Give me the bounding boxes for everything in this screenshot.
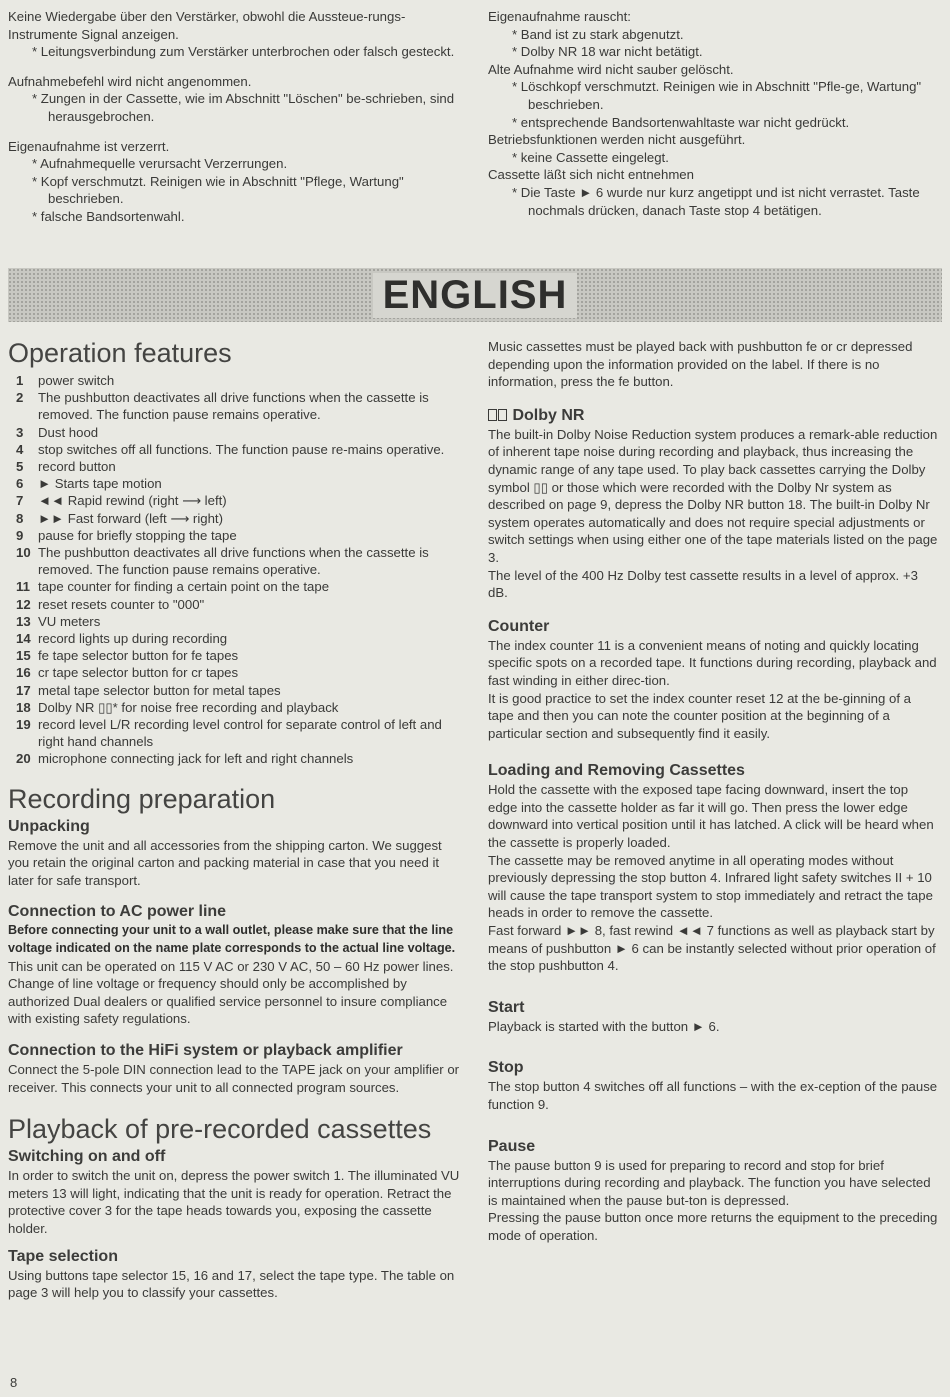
loading-text-1: Hold the cassette with the exposed tape facing downward, insert the top edge into the cassette holder as far it will go. Then press the lower edge downward into vertical position until it has latched. A click will be heard when the cassette is properly loaded. xyxy=(488,782,934,851)
feature-number: 20 xyxy=(16,751,31,767)
operation-features-title: Operation features xyxy=(8,338,232,368)
ac-power-heading: Connection to AC power line xyxy=(8,903,227,921)
stop-text: The stop button 4 switches off all functions – with the ex-ception of the pause function 9. xyxy=(488,1079,938,1112)
feature-text: microphone connecting jack for left and right channels xyxy=(38,751,354,767)
feature-text: tape counter for finding a certain point on the tape xyxy=(38,579,330,595)
feature-text: pause for briefly stopping the tape xyxy=(38,527,237,543)
feature-item xyxy=(8,578,460,595)
pause-heading: Pause xyxy=(488,1137,536,1155)
feature-item xyxy=(8,458,460,475)
feature-number: 9 xyxy=(16,527,24,543)
music-cassettes-text: Music cassettes must be played back with pushbutton fe or cr depressed depending upon the information provided on the label. If there is no information, press the fe button. xyxy=(488,339,913,390)
feature-number: 10 xyxy=(16,545,31,561)
problem-statement: Alte Aufnahme wird nicht sauber gelöscht. xyxy=(488,61,734,77)
feature-item xyxy=(8,613,460,630)
feature-number: 4 xyxy=(16,441,24,457)
pause-text-1: The pause button 9 is used for preparing to record and stop for brief interruptions during recording and playback. The function you have selected is maintained when the pause but-ton is depressed. xyxy=(488,1157,931,1208)
dolby-symbol-icon xyxy=(498,409,507,421)
start-heading: Start xyxy=(488,998,525,1016)
feature-item xyxy=(8,544,460,578)
bullet-item: * entsprechende Bandsortenwahltaste war nicht gedrückt. xyxy=(512,114,850,130)
feature-text: reset resets counter to "000" xyxy=(38,596,205,612)
feature-text: VU meters xyxy=(38,613,101,629)
tape-selection-heading: Tape selection xyxy=(8,1247,118,1265)
feature-number: 3 xyxy=(16,424,24,440)
loading-heading: Loading and Removing Cassettes xyxy=(488,762,745,780)
dolby-heading xyxy=(488,405,938,426)
hifi-text: Connect the 5-pole DIN connection lead to the TAPE jack on your amplifier or receiver. This connects your unit to all connected program sources. xyxy=(8,1062,460,1095)
counter-text-1: The index counter 11 is a convenient means of noting and quickly locating specific spots on a recorded tape. It functions during recording, playback and fast winding in either direc-tion. xyxy=(488,637,937,688)
feature-text: ► Starts tape motion xyxy=(38,476,162,492)
switching-heading: Switching on and off xyxy=(8,1148,166,1166)
loading-text-2: The cassette may be removed anytime in all operating modes without previously depressing the stop button 4. Infrared light safety switches II + 10 will cause the tape transport system to stop immediately and retract the tape heads in order to remove the cassette. xyxy=(488,852,933,921)
problem-statement: Eigenaufnahme ist verzerrt. xyxy=(8,138,170,154)
bullet-item: * Dolby NR 18 war nicht betätigt. xyxy=(512,44,703,60)
feature-text: The pushbutton deactivates all drive functions when the cassette is removed. The function pause remains operative. xyxy=(38,545,429,578)
problem-statement: Eigenaufnahme rauscht: xyxy=(488,9,631,24)
start-text: Playback is started with the button ► 6. xyxy=(488,1018,720,1034)
problem-statement: Cassette läßt sich nicht entnehmen xyxy=(488,167,694,183)
loading-text-3: Fast forward ►► 8, fast rewind ◄◄ 7 functions as well as playback start by means of pushbutton ► 6 can be instantly selected without prior operation of the stop pushbutton 4. xyxy=(488,923,936,974)
counter-text-2: It is good practice to set the index counter reset 12 at the be-ginning of a tape and then you can note the counter position at the beginning of a particular section and subsequently find it easily. xyxy=(488,690,911,741)
feature-item xyxy=(8,699,460,716)
feature-number: 2 xyxy=(16,390,24,406)
feature-number: 13 xyxy=(16,613,31,629)
feature-number: 7 xyxy=(16,493,24,509)
feature-text: power switch xyxy=(38,373,115,388)
feature-text: ►► Fast forward (left ⟶ right) xyxy=(38,510,223,526)
feature-item xyxy=(8,527,460,544)
hifi-heading: Connection to the HiFi system or playback amplifier xyxy=(8,1042,403,1060)
feature-text: fe tape selector button for fe tapes xyxy=(38,648,239,664)
unpacking-heading: Unpacking xyxy=(8,817,90,835)
feature-item xyxy=(8,475,460,492)
pause-text-2: Pressing the pause button once more returns the equipment to the preceding mode of operation. xyxy=(488,1210,938,1243)
dolby-heading-text: Dolby NR xyxy=(512,406,585,424)
recording-preparation-title: Recording preparation xyxy=(8,783,276,814)
feature-item xyxy=(8,389,460,423)
feature-number: 19 xyxy=(16,717,31,733)
feature-number: 5 xyxy=(16,459,24,475)
feature-text: cr tape selector button for cr tapes xyxy=(38,665,239,681)
feature-text: metal tape selector button for metal tapes xyxy=(38,682,281,698)
feature-number: 8 xyxy=(16,510,24,526)
tape-selection-text: Using buttons tape selector 15, 16 and 17, select the tape type. The table on page 3 will help you to classify your cassettes. xyxy=(8,1267,455,1301)
feature-number: 15 xyxy=(16,648,31,664)
feature-text: record level L/R recording level control for separate control of left and right hand channels xyxy=(38,717,442,750)
feature-number: 12 xyxy=(16,596,31,612)
feature-text: The pushbutton deactivates all drive functions when the cassette is removed. The function pause remains operative. xyxy=(38,390,429,423)
spacer xyxy=(8,126,458,138)
bullet-item: * falsche Bandsortenwahl. xyxy=(32,208,185,224)
page-number: 8 xyxy=(10,1375,18,1390)
feature-text: record button xyxy=(38,459,116,475)
bullet-item: * Zungen in der Cassette, wie im Abschnitt "Löschen" be-schrieben, sind herausgebrochen. xyxy=(32,91,455,124)
feature-text: Dust hood xyxy=(38,424,99,440)
feature-item xyxy=(8,647,460,664)
ac-power-warning: Before connecting your unit to a wall outlet, please make sure that the line voltage indicated on the name plate corresponds to the actual line voltage. xyxy=(8,923,456,956)
banner-title: ENGLISH xyxy=(373,273,578,318)
german-troubleshooting-left xyxy=(8,8,458,226)
bullet-item: * Löschkopf verschmutzt. Reinigen wie in Abschnitt "Pfle-ge, Wartung" beschrieben. xyxy=(512,79,922,112)
counter-heading: Counter xyxy=(488,617,550,635)
feature-item xyxy=(8,664,460,681)
feature-item xyxy=(8,750,460,767)
feature-item xyxy=(8,492,460,509)
right-column xyxy=(488,338,938,1245)
feature-item xyxy=(8,424,460,441)
feature-item xyxy=(8,510,460,527)
feature-number: 11 xyxy=(16,579,30,595)
feature-item xyxy=(8,682,460,699)
feature-text: record lights up during recording xyxy=(38,631,228,647)
spacer xyxy=(8,61,458,73)
problem-statement: Keine Wiedergabe über den Verstärker, obwohl die Aussteue-rungs-Instrumente Signal anzeigen. xyxy=(8,9,406,42)
feature-text: Dolby NR ▯▯* for noise free recording and playback xyxy=(38,699,339,715)
dolby-text-1: The built-in Dolby Noise Reduction system produces a remark-able reduction of inherent tape noise during recording and playback, thus increasing the dynamic range of any tape used. To play back cassettes carrying the Dolby symbol ▯▯ or those which were recorded with the Dolby Nr system as described on page 9, depress the Dolby NR button 18. The built-in Dolby Nr system operates automatically and does not require special adjustments or switch settings when using either one of the tape materials listed on the page 3. xyxy=(488,426,938,565)
bullet-item: * Aufnahmequelle verursacht Verzerrungen. xyxy=(32,156,288,172)
dolby-symbol-icon xyxy=(488,409,497,421)
feature-item xyxy=(8,630,460,647)
unpacking-text: Remove the unit and all accessories from the shipping carton. We suggest you retain the original carton and packing material in case that you need it later for safe transport. xyxy=(8,837,442,888)
german-troubleshooting-right xyxy=(488,8,938,219)
ac-power-text: This unit can be operated on 115 V AC or 230 V AC, 50 – 60 Hz power lines. Change of line voltage or frequency should only be accomplished by authorized Dual dealers or qualified service personnel to insure compliance with existing safety regulations. xyxy=(8,958,454,1027)
feature-number: 6 xyxy=(16,476,24,492)
problem-statement: Betriebsfunktionen werden nicht ausgeführt. xyxy=(488,132,746,148)
feature-item xyxy=(8,441,460,458)
feature-number: 1 xyxy=(16,373,24,388)
language-banner xyxy=(8,268,942,322)
feature-item xyxy=(8,596,460,613)
playback-title: Playback of pre-recorded cassettes xyxy=(8,1114,432,1145)
bullet-item: * Die Taste ► 6 wurde nur kurz angetippt und ist nicht verrastet. Taste nochmals drücken, danach Taste stop 4 betätigen. xyxy=(512,184,920,218)
feature-item xyxy=(8,372,460,389)
stop-heading: Stop xyxy=(488,1059,524,1077)
dolby-text-2: The level of the 400 Hz Dolby test cassette results in a level of approx. +3 dB. xyxy=(488,567,918,601)
bullet-item: * keine Cassette eingelegt. xyxy=(512,149,669,165)
left-column xyxy=(8,336,460,1302)
bullet-item: * Band ist zu stark abgenutzt. xyxy=(512,26,684,42)
feature-number: 16 xyxy=(16,665,31,681)
operation-features-list xyxy=(8,372,460,768)
bullet-item: * Leitungsverbindung zum Verstärker unterbrochen oder falsch gesteckt. xyxy=(32,44,455,60)
bullet-item: * Kopf verschmutzt. Reinigen wie in Abschnitt "Pflege, Wartung" beschrieben. xyxy=(32,173,404,207)
feature-number: 18 xyxy=(16,699,31,715)
feature-text: stop switches off all functions. The function pause re-mains operative. xyxy=(38,441,445,457)
feature-number: 17 xyxy=(16,682,31,698)
feature-number: 14 xyxy=(16,631,31,647)
problem-statement: Aufnahmebefehl wird nicht angenommen. xyxy=(8,73,252,89)
feature-text: ◄◄ Rapid rewind (right ⟶ left) xyxy=(38,493,227,509)
feature-item xyxy=(8,716,460,750)
switching-text: In order to switch the unit on, depress the power switch 1. The illuminated VU meters 13 will light, indicating that the unit is ready for operation. Retract the protective cover 3 for the tape heads towards you, exposing the cassette holder. xyxy=(8,1168,460,1236)
